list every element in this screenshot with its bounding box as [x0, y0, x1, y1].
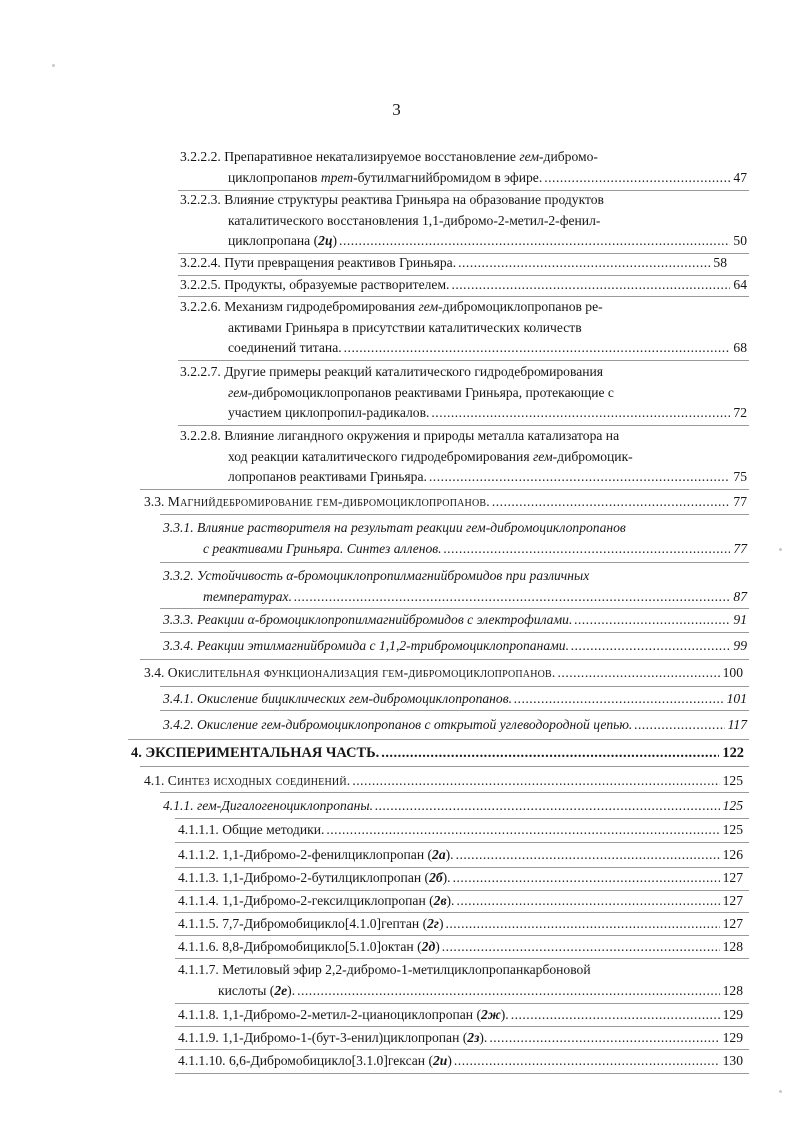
toc-text: с реактивами Гриньяра. Синтез алленов.: [203, 540, 442, 556]
toc-page: 91: [733, 612, 747, 627]
dot-leader: [458, 253, 710, 274]
toc-number: 4.1.1.4.: [178, 893, 219, 908]
toc-text: ): [332, 233, 338, 248]
toc-line: [178, 914, 743, 935]
toc-entry-4-1-1-1[interactable]: [178, 820, 743, 841]
dot-leader: [431, 403, 730, 424]
dot-leader: [511, 1005, 720, 1026]
toc-page: 127: [722, 916, 743, 931]
toc-entry-4-1-1-2[interactable]: [178, 845, 743, 866]
toc-number: 3.4.1.: [163, 691, 194, 706]
toc-text: ход реакции каталитического гидродебромирования: [228, 448, 533, 464]
toc-text: Влияние лигандного окружения и природы металла катализатора на: [224, 428, 620, 443]
compound-label: 2в: [433, 893, 447, 908]
compound-label: 2б: [429, 870, 443, 885]
toc-text: соединений титана.: [228, 340, 342, 355]
toc-text-italic: гем: [532, 448, 553, 464]
toc-number: 3.2.2.2.: [180, 149, 221, 164]
toc-text: лопропанов реактивами Гриньяра.: [228, 469, 427, 484]
toc-entry-3-3-4[interactable]: [163, 636, 747, 657]
dot-leader: [634, 715, 724, 736]
toc-text: -дибромоциклопропанов реактивами Гриньяра, протекающие с: [247, 384, 614, 400]
dot-leader: [375, 796, 720, 817]
toc-page: 50: [733, 233, 747, 248]
toc-number: 3.2.2.5.: [180, 277, 221, 292]
toc-entry-4-1-1-4[interactable]: [178, 891, 743, 912]
scan-speck: [779, 1090, 782, 1093]
toc-number: 3.2.2.6.: [180, 299, 221, 314]
toc-number: 3.3.1.: [163, 520, 194, 535]
toc-number: 3.3.3.: [163, 612, 194, 627]
toc-line: каталитического восстановления 1,1-дибромо-2-метил-2-фенил-: [228, 212, 601, 228]
toc-page: 125: [722, 798, 743, 813]
toc-entry-3-4-2[interactable]: [163, 715, 747, 736]
page-number: 3: [392, 100, 401, 119]
toc-entry-3-3-2[interactable]: [163, 566, 747, 607]
toc-page: 128: [722, 939, 743, 954]
toc-text: Окисление бициклических гем-дибромоциклопропанов.: [197, 691, 513, 706]
toc-page: 127: [722, 870, 743, 885]
toc-line: [180, 275, 747, 296]
toc-page: 87: [733, 588, 747, 604]
toc-line: [163, 689, 747, 710]
toc-text: Синтез исходных соединений.: [167, 773, 351, 788]
toc-text: ).: [479, 1030, 488, 1045]
separator-line: [160, 632, 749, 633]
toc-line: [180, 338, 747, 359]
toc-number: 3.2.2.4.: [180, 255, 221, 270]
toc-line: [178, 820, 743, 841]
toc-text: Реакции α-бромоциклопропилмагнийбромидов с электрофилами.: [197, 612, 573, 627]
toc-text: кислоты (: [218, 982, 275, 998]
toc-line: [178, 1005, 743, 1026]
dot-leader: [326, 820, 719, 841]
dot-leader: [514, 689, 724, 710]
compound-label: 2ж: [481, 1007, 501, 1022]
compound-label: 2д: [421, 939, 436, 954]
dot-leader: [444, 539, 731, 560]
toc-entry-4-1-1-8[interactable]: [178, 1005, 743, 1026]
toc-entry-3-2-2-2[interactable]: [180, 147, 747, 188]
toc-line: [163, 796, 743, 817]
toc-line: [180, 426, 747, 447]
toc-page: 100: [722, 665, 743, 680]
toc-page: 117: [727, 717, 747, 732]
toc-text: -дибромо-: [539, 149, 598, 164]
toc-entry-3-4-1[interactable]: [163, 689, 747, 710]
toc-entry-3-2-2-8[interactable]: [180, 426, 747, 488]
separator-line: [175, 958, 749, 959]
toc-line: [180, 253, 727, 274]
toc-line: [180, 383, 747, 404]
toc-number: 3.4.2.: [163, 717, 194, 732]
toc-line: активами Гриньяра в присутствии каталитических количеств: [228, 319, 582, 335]
toc-page: 101: [726, 691, 747, 706]
toc-number: 4.1.1.9.: [178, 1030, 219, 1045]
toc-number: 4.1.1.2.: [178, 847, 219, 862]
toc-page: 58: [713, 255, 727, 270]
separator-line: [140, 659, 749, 660]
toc-line: [163, 539, 747, 560]
toc-line: [180, 447, 747, 468]
dot-leader: [297, 981, 720, 1002]
toc-line: [144, 492, 747, 513]
toc-page: 68: [733, 340, 747, 355]
toc-page: 125: [722, 822, 743, 837]
toc-page: 77: [733, 494, 747, 509]
toc-number: 3.3.2.: [163, 568, 194, 583]
toc-text-italic: гем: [418, 299, 439, 314]
compound-label: 2ц: [318, 233, 333, 248]
dot-leader: [456, 845, 720, 866]
toc-page: 125: [722, 773, 743, 788]
toc-line: [163, 518, 747, 539]
toc-line: [131, 743, 744, 764]
toc-number: 3.2.2.8.: [180, 428, 221, 443]
toc-text: Реакции этилмагнийбромида с 1,1,2-трибромоциклопропанами.: [197, 638, 569, 653]
toc-text: 8,8-Дибромобицикло[5.1.0]октан (: [222, 939, 422, 954]
toc-entry-4-1-1-7[interactable]: [178, 960, 743, 1001]
toc-entry-4-1[interactable]: [144, 771, 743, 792]
toc-entry-3-2-2-6[interactable]: [180, 297, 747, 359]
toc-page: 127: [722, 893, 743, 908]
dot-leader: [294, 587, 730, 608]
toc-number: 4.1.: [144, 773, 165, 788]
dot-leader: [381, 743, 719, 764]
toc-entry-4-1-1[interactable]: [163, 796, 743, 817]
separator-line: [160, 514, 749, 515]
separator-line: [140, 766, 749, 767]
toc-text: Магнийдебромирование гем-дибромоциклопропанов.: [167, 494, 490, 509]
toc-page: 99: [733, 638, 747, 653]
compound-label: 2и: [433, 1053, 448, 1068]
toc-line: [180, 190, 747, 211]
dot-leader: [451, 275, 730, 296]
toc-page: 129: [722, 1030, 743, 1045]
toc-line: [178, 868, 743, 889]
toc-number: 3.4.: [144, 665, 165, 680]
toc-entry-3-2-2-3[interactable]: [180, 190, 747, 252]
toc-number: 4.1.1.7.: [178, 962, 219, 977]
dot-leader: [339, 231, 730, 252]
toc-number: 4.1.1.: [163, 798, 194, 813]
separator-line: [140, 489, 749, 490]
toc-line: [163, 636, 747, 657]
separator-line: [178, 360, 749, 361]
scan-speck: [779, 548, 782, 551]
toc-line: [144, 771, 743, 792]
toc-number: 4.: [131, 745, 142, 761]
toc-number: 4.1.1.5.: [178, 916, 219, 931]
toc-page: 64: [733, 277, 747, 292]
toc-page: 130: [722, 1053, 743, 1068]
compound-label: 2е: [274, 982, 288, 998]
separator-line: [175, 1049, 749, 1050]
toc-text: участием циклопропил-радикалов.: [228, 405, 430, 420]
separator-line: [175, 1003, 749, 1004]
toc-text: ).: [287, 982, 296, 998]
separator-line: [175, 818, 749, 819]
toc-entry-4-1-1-6[interactable]: [178, 937, 743, 958]
toc-text: циклопропанов: [228, 169, 321, 185]
separator-line: [160, 608, 749, 609]
toc-number: 4.1.1.8.: [178, 1007, 219, 1022]
dot-leader: [571, 636, 730, 657]
toc-text: 1,1-Дибромо-2-гексилциклопропан (: [222, 893, 434, 908]
toc-text: Окислительная функционализация гем-дибромоциклопропанов.: [167, 665, 556, 680]
dot-leader: [558, 663, 720, 684]
toc-text: Окисление гем-дибромоциклопропанов с открытой углеводородной цепью.: [197, 717, 633, 732]
toc-text: ).: [445, 847, 454, 862]
toc-page: 126: [722, 847, 743, 862]
toc-text: Продукты, образуемые растворителем.: [224, 277, 450, 292]
toc-number: 4.1.1.10.: [178, 1053, 226, 1068]
toc-page: 122: [722, 745, 744, 761]
dot-leader: [445, 914, 719, 935]
separator-line: [160, 686, 749, 687]
separator-line: [160, 792, 749, 793]
dot-leader: [429, 467, 731, 488]
toc-entry-3-3-1[interactable]: [163, 518, 747, 559]
toc-text: Влияние структуры реактива Гриньяра на образование продуктов: [224, 192, 604, 207]
compound-label: 2г: [427, 916, 439, 931]
toc-line: [178, 845, 743, 866]
toc-text: 1,1-Дибромо-2-фенилциклопропан (: [222, 847, 433, 862]
dot-leader: [442, 937, 720, 958]
toc-text: циклопропана (: [228, 233, 319, 248]
toc-text: Общие методики.: [222, 822, 325, 837]
toc-line: [163, 587, 747, 608]
toc-text: ЭКСПЕРИМЕНТАЛЬНАЯ ЧАСТЬ.: [145, 745, 380, 761]
toc-text: -дибромоцик-: [552, 448, 633, 464]
toc-line: [163, 610, 747, 631]
compound-label: 2а: [432, 847, 446, 862]
toc-line: [163, 715, 747, 736]
toc-text: -дибромоциклопропанов ре-: [438, 299, 603, 314]
toc-text: -бутилмагнийбромидом в эфире.: [353, 169, 543, 185]
toc-text: Устойчивость α-бромоциклопропилмагнийбромидов при различных: [197, 568, 590, 583]
compound-label: 2з: [467, 1030, 480, 1045]
toc-text: Пути превращения реактивов Гриньяра.: [224, 255, 457, 270]
toc-entry-4-1-1-5[interactable]: [178, 914, 743, 935]
toc-text: ): [438, 916, 444, 931]
dot-leader: [454, 1051, 720, 1072]
toc-line: [163, 566, 747, 587]
separator-line: [175, 1073, 749, 1074]
toc-number: 3.2.2.7.: [180, 364, 221, 379]
separator-line: [175, 842, 749, 843]
toc-text: 1,1-Дибромо-1-(бут-3-енил)циклопропан (: [222, 1030, 468, 1045]
toc-text-italic: трет: [320, 169, 354, 185]
toc-text: ).: [446, 893, 455, 908]
toc-text-italic: гем: [519, 149, 540, 164]
toc-text: 6,6-Дибромобицикло[3.1.0]гексан (: [228, 1053, 433, 1068]
toc-text: гем-Дигалогеноциклопропаны.: [197, 798, 373, 813]
dot-leader: [574, 610, 730, 631]
toc-entry-3-3-3[interactable]: [163, 610, 747, 631]
toc-page: 47: [733, 169, 747, 185]
toc-text: ).: [442, 870, 451, 885]
toc-entry-3-4[interactable]: [144, 663, 743, 684]
toc-entry-3-2-2-4[interactable]: [180, 253, 727, 274]
dot-leader: [489, 1028, 719, 1049]
toc-page: 129: [722, 1007, 743, 1022]
toc-line: [178, 891, 743, 912]
dot-leader: [453, 868, 720, 889]
toc-page: 72: [733, 405, 747, 420]
separator-line: [175, 935, 749, 936]
separator-line: [160, 710, 749, 711]
separator-line: [175, 912, 749, 913]
toc-text: Механизм гидродебромирования: [224, 299, 419, 314]
separator-line: [160, 562, 749, 563]
toc-line: [180, 231, 747, 252]
toc-entry-3-2-2-5[interactable]: [180, 275, 747, 296]
toc-text: Другие примеры реакций каталитического гидродебромирования: [224, 364, 604, 379]
separator-line: [128, 739, 749, 740]
toc-line: [180, 297, 747, 318]
toc-number: 4.1.1.1.: [178, 822, 219, 837]
toc-text: ).: [500, 1007, 509, 1022]
toc-text: 7,7-Дибромобицикло[4.1.0]гептан (: [222, 916, 428, 931]
dot-leader: [352, 771, 719, 792]
toc-entry-4-1-1-3[interactable]: [178, 868, 743, 889]
toc-text: Препаративное некатализируемое восстановление: [224, 149, 520, 164]
toc-entry-4[interactable]: [131, 743, 744, 764]
separator-line: [175, 1026, 749, 1027]
toc-line: [180, 362, 747, 383]
toc-line: [180, 168, 747, 189]
toc-line: [180, 403, 747, 424]
toc-text: Влияние растворителя на результат реакции гем-дибромоциклопропанов: [197, 520, 626, 535]
toc-line: [180, 147, 747, 168]
dot-leader: [344, 338, 731, 359]
toc-number: 4.1.1.6.: [178, 939, 219, 954]
toc-number: 3.3.4.: [163, 638, 194, 653]
toc-text-italic: гем: [228, 384, 248, 400]
toc-line: [178, 937, 743, 958]
dot-leader: [456, 891, 719, 912]
toc-entry-4-1-1-9[interactable]: [178, 1028, 743, 1049]
toc-text: ): [447, 1053, 452, 1068]
toc-page: 75: [733, 469, 747, 484]
dot-leader: [544, 168, 730, 189]
toc-line: [178, 960, 743, 981]
toc-page: 77: [733, 540, 747, 556]
toc-text: температурах.: [203, 588, 292, 604]
toc-entry-3-2-2-7[interactable]: [180, 362, 747, 424]
toc-line: [178, 981, 743, 1002]
toc-text: ): [435, 939, 440, 954]
toc-line: [180, 467, 747, 488]
toc-text: Метиловый эфир 2,2-дибромо-1-метилциклопропанкарбоновой: [222, 962, 591, 977]
toc-text: 1,1-Дибромо-2-метил-2-цианоциклопропан (: [222, 1007, 482, 1022]
dot-leader: [492, 492, 731, 513]
toc-page: 128: [722, 982, 743, 998]
toc-number: 4.1.1.3.: [178, 870, 219, 885]
toc-text: 1,1-Дибромо-2-бутилциклопропан (: [222, 870, 430, 885]
toc-entry-4-1-1-10[interactable]: [178, 1051, 743, 1072]
scan-speck: [52, 64, 55, 67]
toc-line: [144, 663, 743, 684]
toc-number: 3.2.2.3.: [180, 192, 221, 207]
toc-line: [178, 1051, 743, 1072]
toc-number: 3.3.: [144, 494, 165, 509]
toc-entry-3-3[interactable]: [144, 492, 747, 513]
toc-line: [178, 1028, 743, 1049]
